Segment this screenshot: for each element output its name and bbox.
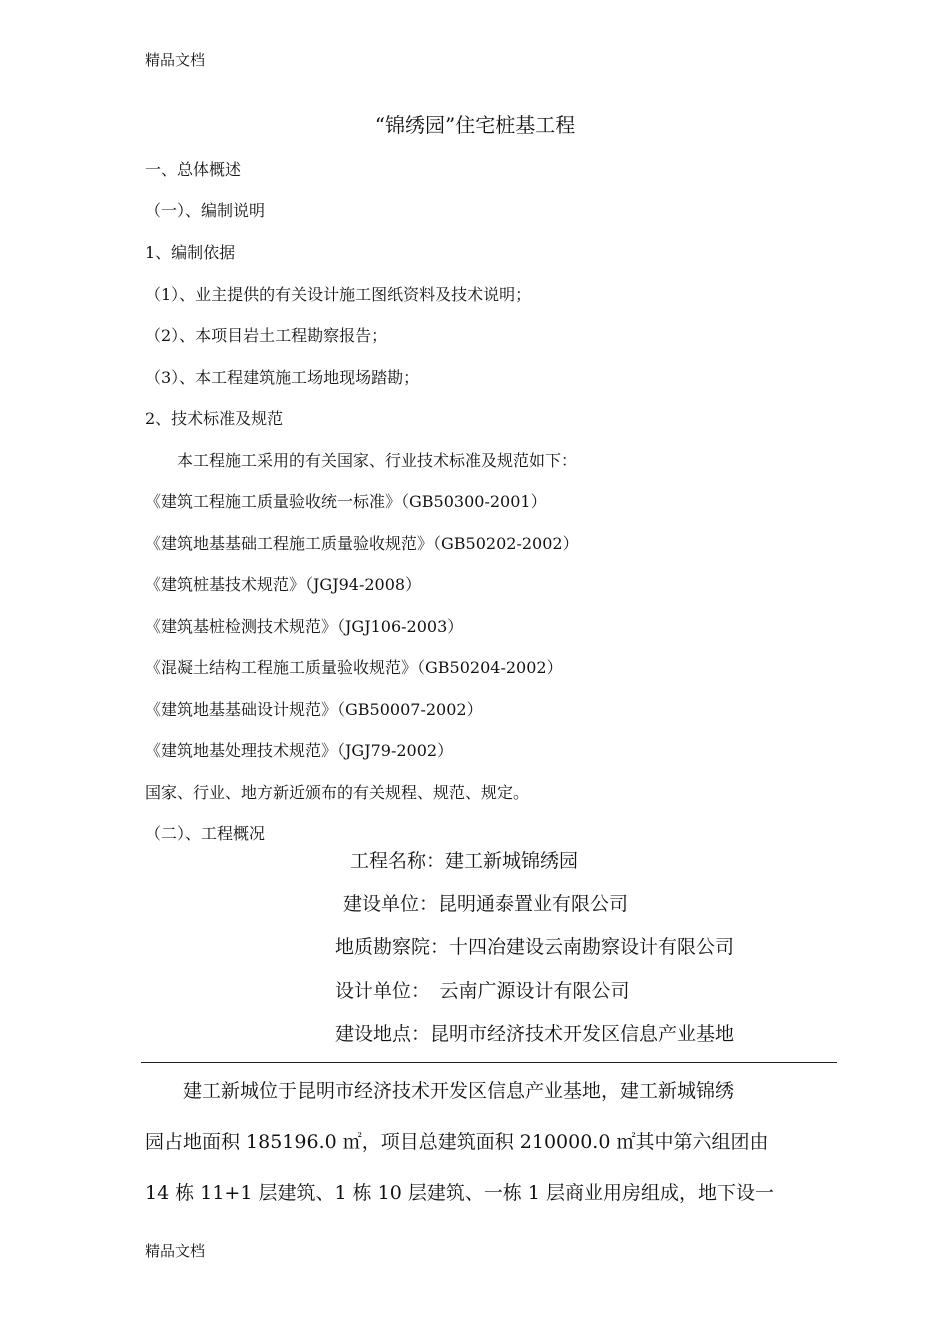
project-designer: 设计单位： 云南广源设计有限公司	[335, 980, 630, 1002]
item-basis: 1、编制依据	[145, 243, 236, 262]
standard-item: 《混凝土结构工程施工质量验收规范》（GB50204-2002）	[145, 658, 563, 677]
paragraph-line: 14 栋 11+1 层建筑、1 栋 10 层建筑、一栋 1 层商业用房组成，地下设一	[145, 1182, 775, 1204]
paragraph-line: 园占地面积 185196.0 ㎡，项目总建筑面积 210000.0 ㎡其中第六组团由	[145, 1131, 769, 1153]
standards-note: 国家、行业、地方新近颁布的有关规程、规范、规定。	[145, 783, 530, 802]
standard-item: 《建筑地基基础工程施工质量验收规范》（GB50202-2002）	[145, 534, 579, 553]
standard-item: 《建筑地基基础设计规范》（GB50007-2002）	[145, 700, 483, 719]
subheading-project-overview: （二）、工程概况	[145, 824, 266, 843]
document-title: “锦绣园”住宅桩基工程	[374, 113, 576, 137]
divider-line	[141, 1062, 837, 1063]
standard-item: 《建筑地基处理技术规范》（JGJ79-2002）	[145, 741, 454, 760]
page-header: 精品文档	[145, 51, 206, 69]
standards-intro: 本工程施工采用的有关国家、行业技术标准及规范如下：	[145, 451, 578, 470]
standard-item: 《建筑基桩检测技术规范》（JGJ106-2003）	[145, 617, 464, 636]
subheading-compilation: （一）、编制说明	[145, 201, 266, 220]
standard-item: 《建筑桩基技术规范》（JGJ94-2008）	[145, 575, 422, 594]
basis-item-3: （3）、本工程建筑施工场地现场踏勘；	[145, 368, 420, 387]
heading-overview: 一、总体概述	[145, 160, 242, 179]
project-name: 工程名称：建工新城锦绣园	[350, 850, 579, 872]
project-survey-institute: 地质勘察院：十四冶建设云南勘察设计有限公司	[335, 936, 735, 958]
page-footer: 精品文档	[145, 1242, 206, 1260]
standard-item: 《建筑工程施工质量验收统一标准》（GB50300-2001）	[145, 492, 547, 511]
paragraph-line: 建工新城位于昆明市经济技术开发区信息产业基地，建工新城锦绣	[145, 1080, 735, 1102]
project-owner: 建设单位：昆明通泰置业有限公司	[343, 893, 629, 915]
basis-item-1: （1）、业主提供的有关设计施工图纸资料及技术说明；	[145, 285, 532, 304]
basis-item-2: （2）、本项目岩土工程勘察报告；	[145, 326, 388, 345]
item-standards: 2、技术标准及规范	[145, 409, 284, 428]
project-location: 建设地点：昆明市经济技术开发区信息产业基地	[335, 1023, 735, 1045]
